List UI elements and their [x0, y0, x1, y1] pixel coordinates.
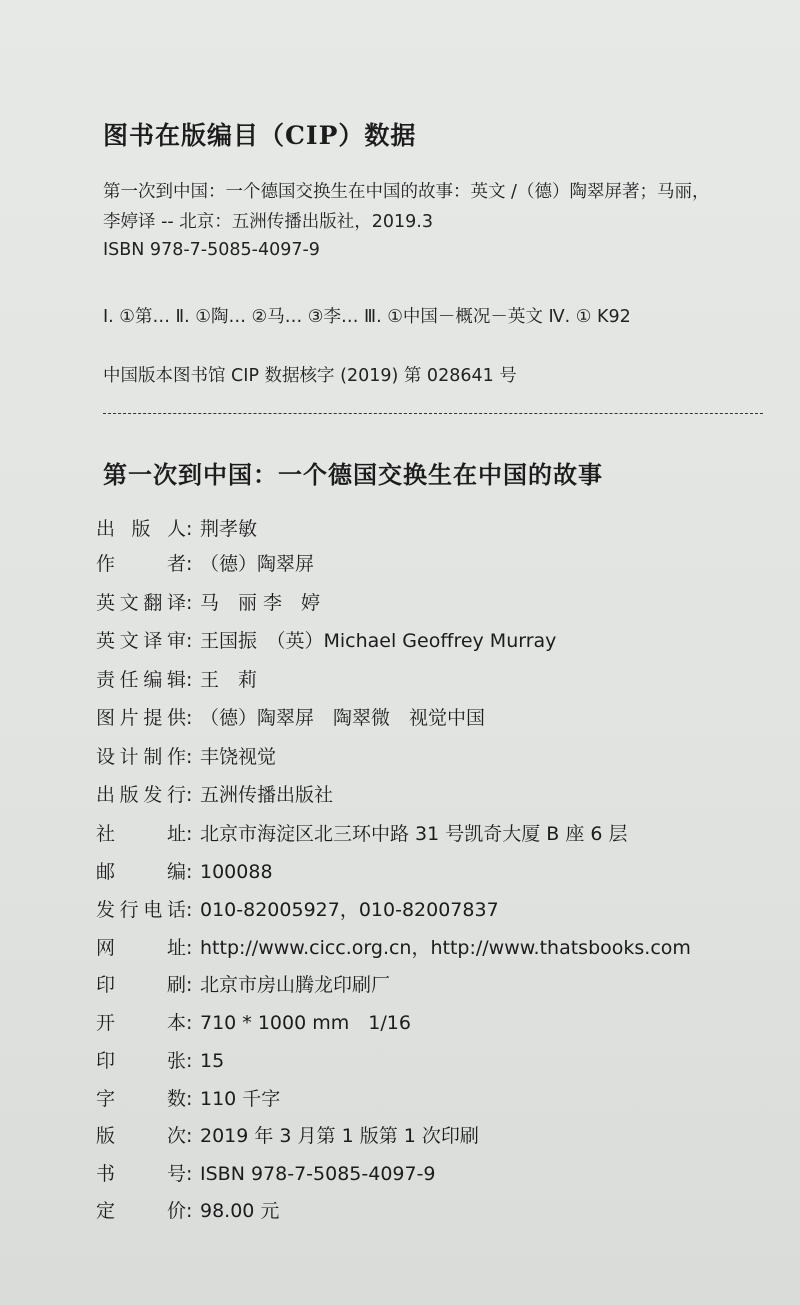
- info-value: 98.00 元: [200, 1200, 280, 1222]
- info-label: 英文翻译: [96, 592, 186, 614]
- info-colon: :: [186, 974, 193, 996]
- cip-isbn: ISBN 978-7-5085-4097-9: [103, 240, 320, 260]
- info-value: 15: [200, 1050, 225, 1072]
- info-value: （德）陶翠屏: [200, 553, 315, 575]
- info-colon: :: [186, 899, 193, 921]
- info-colon: :: [186, 553, 193, 575]
- info-label: 出版发行: [96, 784, 186, 806]
- info-row-format: [96, 1008, 411, 1038]
- info-label: 邮编: [96, 861, 186, 883]
- info-label: 印刷: [96, 974, 186, 996]
- cip-record-number: 中国版本图书馆 CIP 数据核字 (2019) 第 028641 号: [103, 366, 517, 386]
- info-colon: :: [186, 1088, 193, 1110]
- cip-heading: 图书在版编目（CIP）数据: [103, 121, 417, 150]
- info-row-translators: [96, 588, 320, 618]
- info-row-isbn: [96, 1159, 436, 1189]
- info-label: 定价: [96, 1200, 186, 1222]
- info-value: 710 * 1000 mm 1/16: [200, 1012, 411, 1034]
- info-colon: :: [186, 1125, 193, 1147]
- info-value: ISBN 978-7-5085-4097-9: [200, 1163, 436, 1185]
- info-row-postcode: [96, 857, 273, 887]
- info-row-website: [96, 933, 691, 963]
- info-label: 英文译审: [96, 630, 186, 652]
- info-colon: :: [186, 1163, 193, 1185]
- info-value: 丰饶视觉: [200, 746, 277, 768]
- info-label: 书号: [96, 1163, 186, 1185]
- info-colon: :: [186, 784, 193, 806]
- info-label: 图片提供: [96, 707, 186, 729]
- info-value: 马 丽 李 婷: [200, 592, 321, 614]
- cip-classification: Ⅰ. ①第… Ⅱ. ①陶… ②马… ③李… Ⅲ. ①中国－概况－英文 Ⅳ. ① K92: [103, 307, 631, 327]
- info-label: 社址: [96, 823, 186, 845]
- info-colon: :: [186, 669, 193, 691]
- info-value: 五洲传播出版社: [200, 784, 334, 806]
- info-value: 王 莉: [200, 669, 258, 691]
- info-colon: :: [186, 592, 193, 614]
- info-row-edition: [96, 1121, 479, 1151]
- book-title: 第一次到中国：一个德国交换生在中国的故事: [103, 460, 603, 489]
- info-label: 版次: [96, 1125, 186, 1147]
- dashed-divider: [103, 413, 763, 414]
- info-colon: :: [186, 707, 193, 729]
- info-label: 设计制作: [96, 746, 186, 768]
- info-row-design: [96, 742, 276, 772]
- info-colon: :: [186, 1012, 193, 1034]
- info-row-editor: [96, 665, 257, 695]
- info-value: 010-82005927，010-82007837: [200, 899, 499, 921]
- info-row-price: [96, 1196, 279, 1226]
- info-colon: :: [186, 823, 193, 845]
- info-colon: :: [186, 937, 193, 959]
- info-colon: :: [186, 746, 193, 768]
- info-colon: :: [186, 518, 193, 540]
- info-label: 发行电话: [96, 899, 186, 921]
- info-value: 100088: [200, 861, 273, 883]
- info-value: 110 千字: [200, 1088, 281, 1110]
- info-label: 开本: [96, 1012, 186, 1034]
- cip-citation-line-2: 李婷译 -- 北京：五洲传播出版社，2019.3: [103, 212, 433, 232]
- info-row-phone: [96, 895, 499, 925]
- info-label: 字数: [96, 1088, 186, 1110]
- info-value: 北京市海淀区北三环中路 31 号凯奇大厦 B 座 6 层: [200, 823, 628, 845]
- info-label: 出版人: [96, 518, 186, 540]
- info-colon: :: [186, 630, 193, 652]
- info-row-printer: [96, 970, 390, 1000]
- info-row-photos: [96, 703, 485, 733]
- info-row-author: [96, 549, 314, 579]
- info-label: 责任编辑: [96, 669, 186, 691]
- info-value: 荆孝敏: [200, 518, 258, 540]
- info-value: 北京市房山腾龙印刷厂: [200, 974, 391, 996]
- info-row-distributor: [96, 780, 333, 810]
- info-colon: :: [186, 1200, 193, 1222]
- info-row-sheets: [96, 1046, 224, 1076]
- info-colon: :: [186, 1050, 193, 1072]
- cip-citation-line-1: 第一次到中国：一个德国交换生在中国的故事：英文 /（德）陶翠屏著；马丽，: [103, 182, 710, 202]
- info-row-address: [96, 819, 628, 849]
- info-value: http://www.cicc.org.cn，http://www.thatsbooks.com: [200, 937, 691, 959]
- info-colon: :: [186, 861, 193, 883]
- info-label: 作者: [96, 553, 186, 575]
- info-row-publisher: [96, 514, 257, 544]
- info-value: 王国振 （英）Michael Geoffrey Murray: [200, 630, 557, 652]
- info-label: 网址: [96, 937, 186, 959]
- info-value: 2019 年 3 月第 1 版第 1 次印刷: [200, 1125, 479, 1147]
- info-row-word-count: [96, 1084, 280, 1114]
- info-label: 印张: [96, 1050, 186, 1072]
- info-value: （德）陶翠屏 陶翠微 视觉中国: [200, 707, 486, 729]
- info-row-reviewer: [96, 626, 556, 656]
